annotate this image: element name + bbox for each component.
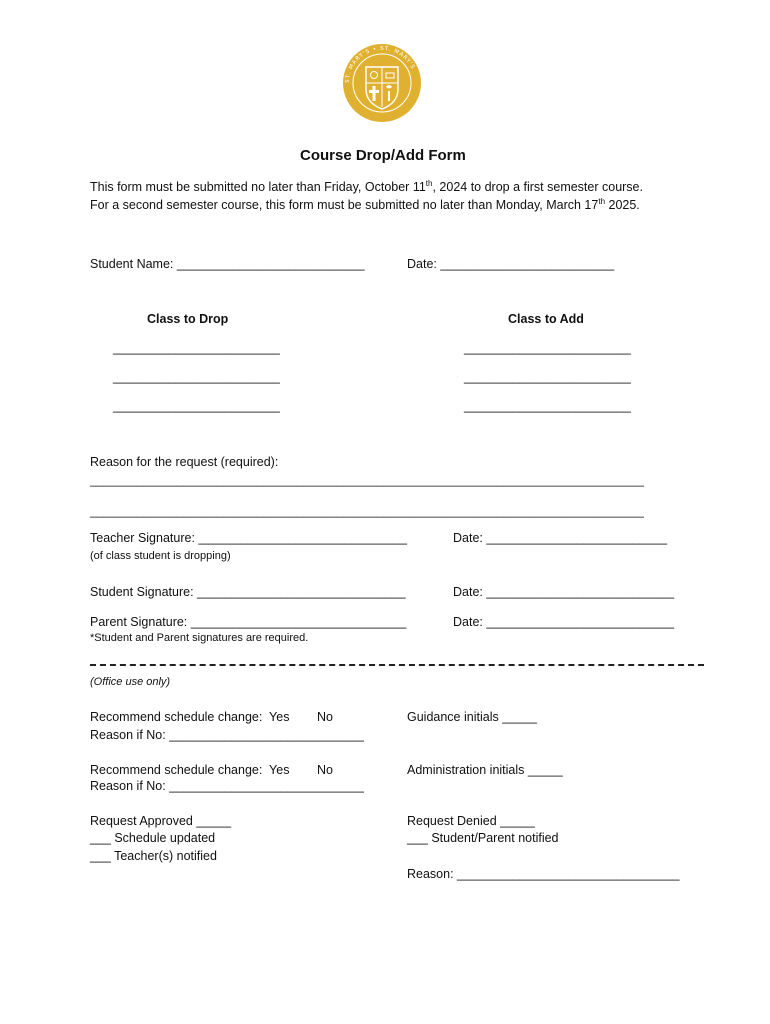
drop-class-line-2[interactable]: ________________________ <box>113 370 280 384</box>
class-to-add-heading: Class to Add <box>508 312 584 326</box>
reason-line-2[interactable]: ___________________________________________________________________________________ <box>90 504 644 518</box>
drop-class-line-3[interactable]: ________________________ <box>113 399 280 413</box>
teacher-date-field[interactable]: Date: __________________________ <box>453 531 668 545</box>
office-divider <box>90 664 704 666</box>
parent-date-field[interactable]: Date: ___________________________ <box>453 615 675 629</box>
intro-line-2-sup: th <box>598 196 606 206</box>
request-approved-field[interactable]: Request Approved _____ <box>90 814 232 828</box>
student-date-field[interactable]: Date: ___________________________ <box>453 585 675 599</box>
schedule-updated-field[interactable]: ___ Schedule updated <box>90 831 216 845</box>
administration-initials-field[interactable]: Administration initials _____ <box>407 763 563 777</box>
student-name-field[interactable]: Student Name: ___________________________ <box>90 257 365 271</box>
parent-signature-field[interactable]: Parent Signature: _______________________________ <box>90 615 407 629</box>
school-seal-logo <box>342 43 422 123</box>
request-denied-field[interactable]: Request Denied _____ <box>407 814 535 828</box>
teacher-signature-field[interactable]: Teacher Signature: ______________________________ <box>90 531 407 545</box>
intro-line-2 <box>90 198 640 212</box>
add-class-line-2[interactable]: ________________________ <box>464 370 631 384</box>
date-field-top[interactable]: Date: _________________________ <box>407 257 615 271</box>
intro-line-1-end: , 2024 to drop a first semester course. <box>432 180 643 194</box>
form-title: Course Drop/Add Form <box>300 147 466 164</box>
guidance-initials-field[interactable]: Guidance initials _____ <box>407 710 537 724</box>
drop-class-line-1[interactable]: ________________________ <box>113 341 280 355</box>
reason-if-no-2[interactable]: Reason if No: ____________________________ <box>90 779 364 793</box>
recommend-change-2: Recommend schedule change: Yes <box>90 763 290 777</box>
recommend-change-1: Recommend schedule change: Yes <box>90 710 290 724</box>
recommend-change-2-no[interactable]: No <box>317 763 333 777</box>
add-class-line-3[interactable]: ________________________ <box>464 399 631 413</box>
recommend-change-1-no[interactable]: No <box>317 710 333 724</box>
reason-if-no-1[interactable]: Reason if No: ____________________________ <box>90 728 364 742</box>
student-parent-notified-field[interactable]: ___ Student/Parent notified <box>407 831 559 845</box>
reason-label: Reason for the request (required): <box>90 455 279 469</box>
add-class-line-1[interactable]: ________________________ <box>464 341 631 355</box>
signatures-note: *Student and Parent signatures are required. <box>90 632 309 644</box>
intro-line-1-text: This form must be submitted no later than Friday, October 11 <box>90 180 426 194</box>
office-use-label: (Office use only) <box>90 676 171 688</box>
intro-line-2-end: 2025. <box>605 198 640 212</box>
intro-line-1 <box>90 180 643 194</box>
intro-line-1-sup: th <box>425 178 433 188</box>
student-signature-field[interactable]: Student Signature: ______________________________ <box>90 585 406 599</box>
class-to-drop-heading: Class to Drop <box>147 312 229 326</box>
teacher-note: (of class student is dropping) <box>90 550 231 562</box>
denial-reason-field[interactable]: Reason: ________________________________ <box>407 867 680 881</box>
seal-ring-text: ST. MARY'S • ST. MARY'S <box>344 45 416 84</box>
reason-line-1[interactable]: ___________________________________________________________________________________ <box>90 473 644 487</box>
teachers-notified-field[interactable]: ___ Teacher(s) notified <box>90 849 217 863</box>
intro-line-2-text: For a second semester course, this form must be submitted no later than Monday, March 17 <box>90 198 599 212</box>
